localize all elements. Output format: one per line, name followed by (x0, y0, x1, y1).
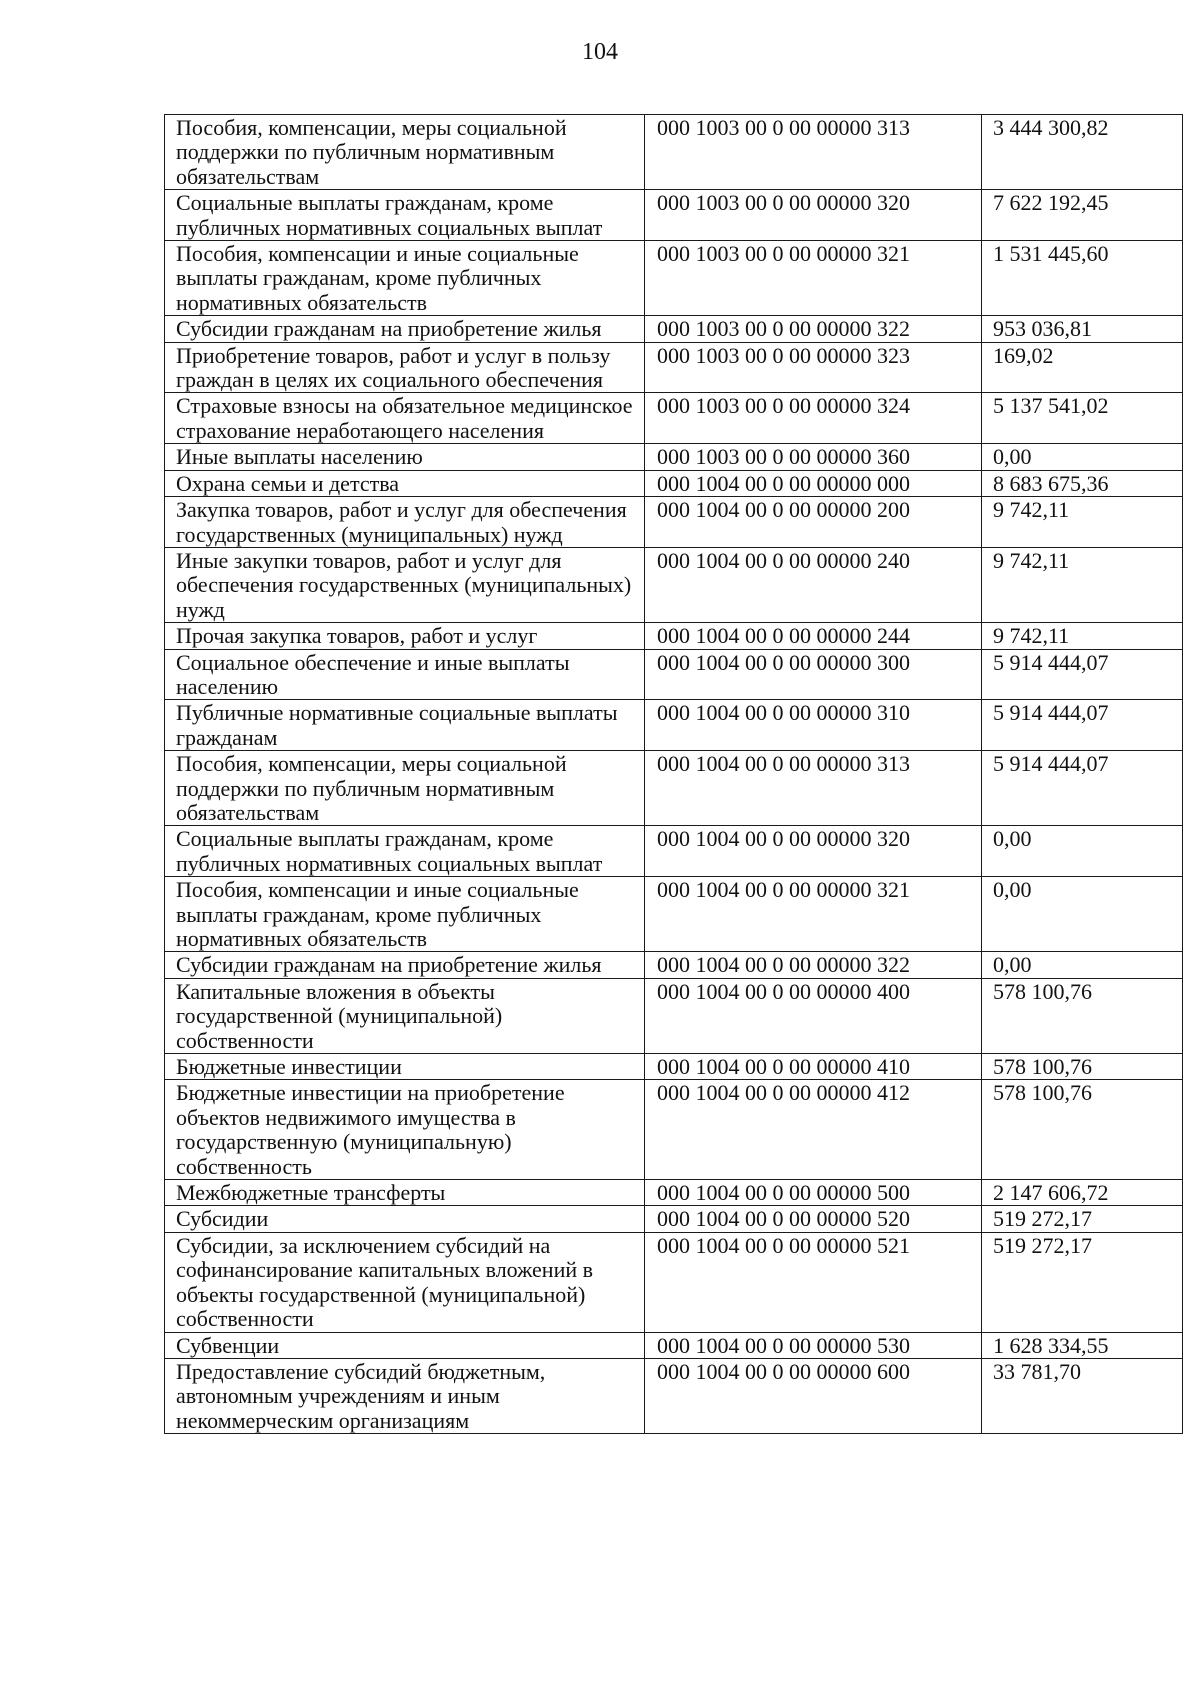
row-code-cell: 000 1004 00 0 00 00000 521 (645, 1232, 982, 1332)
table-row (165, 190, 1183, 241)
row-code-cell: 000 1003 00 0 00 00000 322 (645, 316, 982, 342)
row-value-cell: 5 914 444,07 (982, 649, 1183, 700)
row-value-cell: 953 036,81 (982, 316, 1183, 342)
table-row (165, 952, 1183, 978)
page-number: 104 (582, 39, 618, 65)
row-value-cell: 3 444 300,82 (982, 115, 1183, 190)
table-row (165, 751, 1183, 826)
row-name-cell: Межбюджетные трансферты (165, 1180, 645, 1206)
table-row (165, 649, 1183, 700)
row-value-cell: 2 147 606,72 (982, 1180, 1183, 1206)
row-code-cell: 000 1004 00 0 00 00000 300 (645, 649, 982, 700)
row-value-cell: 0,00 (982, 826, 1183, 877)
row-code-cell: 000 1003 00 0 00 00000 313 (645, 115, 982, 190)
budget-table (164, 114, 1183, 1434)
row-code-cell: 000 1004 00 0 00 00000 500 (645, 1180, 982, 1206)
table-row (165, 1080, 1183, 1180)
table-row (165, 700, 1183, 751)
row-value-cell: 7 622 192,45 (982, 190, 1183, 241)
row-name-cell: Пособия, компенсации и иные социальные выплаты гражданам, кроме публичных нормативных обязательств (165, 877, 645, 952)
table-row (165, 1358, 1183, 1433)
row-name-cell: Субсидии (165, 1206, 645, 1232)
row-code-cell: 000 1004 00 0 00 00000 240 (645, 547, 982, 622)
row-name-cell: Страховые взносы на обязательное медицинское страхование неработающего населения (165, 393, 645, 444)
row-value-cell: 5 137 541,02 (982, 393, 1183, 444)
row-code-cell: 000 1004 00 0 00 00000 310 (645, 700, 982, 751)
table-row (165, 316, 1183, 342)
table-row (165, 497, 1183, 548)
row-name-cell: Субвенции (165, 1332, 645, 1358)
row-name-cell: Пособия, компенсации и иные социальные выплаты гражданам, кроме публичных нормативных обязательств (165, 241, 645, 316)
table-row (165, 444, 1183, 470)
row-value-cell: 5 914 444,07 (982, 700, 1183, 751)
row-value-cell: 9 742,11 (982, 623, 1183, 649)
row-value-cell: 519 272,17 (982, 1206, 1183, 1232)
row-name-cell: Пособия, компенсации, меры социальной поддержки по публичным нормативным обязательствам (165, 115, 645, 190)
row-name-cell: Пособия, компенсации, меры социальной поддержки по публичным нормативным обязательствам (165, 751, 645, 826)
row-name-cell: Иные выплаты населению (165, 444, 645, 470)
row-name-cell: Социальные выплаты гражданам, кроме публичных нормативных социальных выплат (165, 190, 645, 241)
table-row (165, 1332, 1183, 1358)
row-name-cell: Социальное обеспечение и иные выплаты населению (165, 649, 645, 700)
table-row (165, 547, 1183, 622)
row-code-cell: 000 1003 00 0 00 00000 321 (645, 241, 982, 316)
row-code-cell: 000 1004 00 0 00 00000 313 (645, 751, 982, 826)
row-code-cell: 000 1004 00 0 00 00000 322 (645, 952, 982, 978)
row-name-cell: Субсидии гражданам на приобретение жилья (165, 316, 645, 342)
row-code-cell: 000 1004 00 0 00 00000 244 (645, 623, 982, 649)
table-row (165, 393, 1183, 444)
row-name-cell: Субсидии, за исключением субсидий на софинансирование капитальных вложений в объекты государственной (муниципальной) собственности (165, 1232, 645, 1332)
row-value-cell: 578 100,76 (982, 978, 1183, 1053)
row-value-cell: 578 100,76 (982, 1080, 1183, 1180)
row-code-cell: 000 1004 00 0 00 00000 000 (645, 470, 982, 496)
row-value-cell: 0,00 (982, 877, 1183, 952)
row-value-cell: 1 628 334,55 (982, 1332, 1183, 1358)
table-row (165, 342, 1183, 393)
row-code-cell: 000 1004 00 0 00 00000 600 (645, 1358, 982, 1433)
row-name-cell: Приобретение товаров, работ и услуг в пользу граждан в целях их социального обеспечения (165, 342, 645, 393)
row-name-cell: Предоставление субсидий бюджетным, автономным учреждениям и иным некоммерческим организациям (165, 1358, 645, 1433)
row-value-cell: 169,02 (982, 342, 1183, 393)
row-code-cell: 000 1003 00 0 00 00000 320 (645, 190, 982, 241)
row-code-cell: 000 1004 00 0 00 00000 520 (645, 1206, 982, 1232)
row-code-cell: 000 1004 00 0 00 00000 410 (645, 1054, 982, 1080)
row-name-cell: Бюджетные инвестиции (165, 1054, 645, 1080)
table-row (165, 1232, 1183, 1332)
row-code-cell: 000 1004 00 0 00 00000 200 (645, 497, 982, 548)
row-name-cell: Капитальные вложения в объекты государственной (муниципальной) собственности (165, 978, 645, 1053)
row-value-cell: 8 683 675,36 (982, 470, 1183, 496)
table-row (165, 978, 1183, 1053)
row-value-cell: 0,00 (982, 444, 1183, 470)
row-value-cell: 578 100,76 (982, 1054, 1183, 1080)
table-row (165, 623, 1183, 649)
row-code-cell: 000 1004 00 0 00 00000 321 (645, 877, 982, 952)
row-name-cell: Социальные выплаты гражданам, кроме публичных нормативных социальных выплат (165, 826, 645, 877)
row-code-cell: 000 1004 00 0 00 00000 400 (645, 978, 982, 1053)
table-row (165, 470, 1183, 496)
row-name-cell: Субсидии гражданам на приобретение жилья (165, 952, 645, 978)
table-row (165, 1180, 1183, 1206)
row-value-cell: 5 914 444,07 (982, 751, 1183, 826)
row-value-cell: 519 272,17 (982, 1232, 1183, 1332)
row-name-cell: Закупка товаров, работ и услуг для обеспечения государственных (муниципальных) нужд (165, 497, 645, 548)
row-name-cell: Публичные нормативные социальные выплаты гражданам (165, 700, 645, 751)
row-code-cell: 000 1004 00 0 00 00000 412 (645, 1080, 982, 1180)
table-row (165, 826, 1183, 877)
row-code-cell: 000 1003 00 0 00 00000 324 (645, 393, 982, 444)
table-row (165, 1206, 1183, 1232)
row-code-cell: 000 1003 00 0 00 00000 323 (645, 342, 982, 393)
row-value-cell: 0,00 (982, 952, 1183, 978)
row-code-cell: 000 1004 00 0 00 00000 320 (645, 826, 982, 877)
row-name-cell: Бюджетные инвестиции на приобретение объектов недвижимого имущества в государственную (муниципальную) собственность (165, 1080, 645, 1180)
row-code-cell: 000 1003 00 0 00 00000 360 (645, 444, 982, 470)
table-row (165, 241, 1183, 316)
row-code-cell: 000 1004 00 0 00 00000 530 (645, 1332, 982, 1358)
table-row (165, 1054, 1183, 1080)
row-value-cell: 9 742,11 (982, 547, 1183, 622)
row-name-cell: Охрана семьи и детства (165, 470, 645, 496)
table-row (165, 877, 1183, 952)
budget-table-body (165, 115, 1183, 1434)
table-row (165, 115, 1183, 190)
row-name-cell: Прочая закупка товаров, работ и услуг (165, 623, 645, 649)
row-name-cell: Иные закупки товаров, работ и услуг для обеспечения государственных (муниципальных) нужд (165, 547, 645, 622)
row-value-cell: 1 531 445,60 (982, 241, 1183, 316)
row-value-cell: 9 742,11 (982, 497, 1183, 548)
row-value-cell: 33 781,70 (982, 1358, 1183, 1433)
